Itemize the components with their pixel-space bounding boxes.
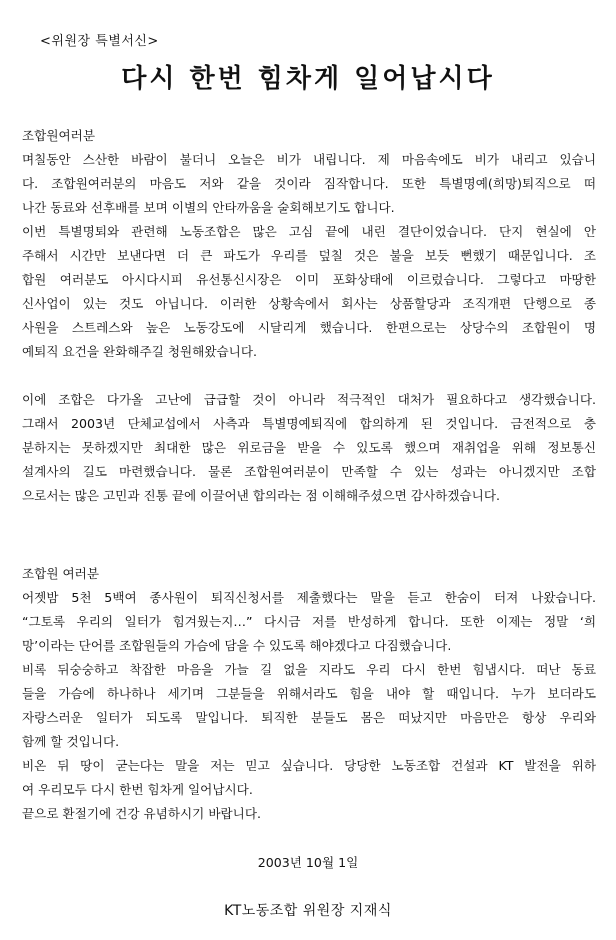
paragraph-line: 다. 조합원여러분의 마음도 저와 같을 것이라 짐작합니다. 또한 특별명예(희망)퇴직으로 떠 bbox=[22, 176, 596, 191]
section-closing bbox=[22, 562, 596, 826]
paragraph-line: 그래서 2003년 단체교섭에서 사측과 특별명예퇴직에 합의하게 된 것입니다. 금전적으로 충 bbox=[22, 416, 596, 431]
paragraph-line: 설계사의 길도 마련했습니다. 물론 조합원여러분이 만족할 수 있는 성과는 아니겠지만 조합 bbox=[22, 464, 596, 479]
paragraph-line: 주해서 시간만 보낸다면 더 큰 파도가 우리를 덮칠 것은 불을 보듯 뻔했기 때문입니다. 조 bbox=[22, 248, 596, 263]
section-heading: 조합원 여러분 bbox=[22, 566, 99, 581]
paragraph-line: 으로서는 많은 고민과 진통 끝에 이끌어낸 합의라는 점 이해해주셨으면 감사하겠습니다. bbox=[22, 488, 500, 503]
paragraph-line: 신사업이 있는 것도 아닙니다. 이러한 상황속에서 회사는 상품할당과 조직개편 단행으로 종 bbox=[22, 296, 596, 311]
section-decision bbox=[22, 220, 596, 364]
paragraph-line: 이에 조합은 다가올 고난에 급급할 것이 아니라 적극적인 대처가 필요하다고 생각했습니다. bbox=[22, 392, 596, 407]
paragraph-line: 함께 할 것입니다. bbox=[22, 734, 120, 749]
section-greeting bbox=[22, 124, 596, 220]
paragraph-line: 끝으로 환절기에 건강 유념하시기 바랍니다. bbox=[22, 806, 261, 821]
paragraph-line: 사원을 스트레스와 높은 노동강도에 시달리게 했습니다. 한편으로는 상당수의 조합원이 명 bbox=[22, 320, 596, 335]
paragraph-line: 분하지는 못하겠지만 최대한 많은 위로금을 받을 수 있도록 했으며 재취업을 위해 정보통신 bbox=[22, 440, 596, 455]
paragraph-line: 며칠동안 스산한 바람이 불더니 오늘은 비가 내립니다. 제 마음속에도 비가 내리고 있습니 bbox=[22, 152, 596, 167]
signature: KT노동조합 위원장 지재식 bbox=[224, 903, 392, 919]
header-tag: <위원장 특별서신> bbox=[40, 34, 159, 49]
paragraph-line: 합원 여러분도 아시다시피 유선통신시장은 이미 포화상태에 이르렀습니다. 그렇다고 마땅한 bbox=[22, 272, 596, 287]
paragraph-line: 비록 뒤숭숭하고 착잡한 마음을 가늘 길 없을 지라도 우리 다시 한번 힘냅시다. 떠난 동료 bbox=[22, 662, 596, 677]
page-title: 다시 한번 힘차게 일어납시다 bbox=[121, 64, 495, 94]
paragraph-line: 들을 가슴에 하나하나 세기며 그분들을 위해서라도 힘을 내야 할 때입니다. 누가 보더라도 bbox=[22, 686, 596, 701]
section-agreement bbox=[22, 388, 596, 508]
paragraph-line: 여 우리모두 다시 한번 힘차게 일어납시다. bbox=[22, 782, 253, 797]
paragraph-line: 비온 뒤 땅이 굳는다는 말을 저는 믿고 싶습니다. 당당한 노동조합 건설과 KT 발전을 위하 bbox=[22, 758, 596, 773]
paragraph-line: 이번 특별명퇴와 관련해 노동조합은 많은 고심 끝에 내린 결단이었습니다. 단지 현실에 안 bbox=[22, 224, 596, 239]
paragraph-line: 나간 동료와 선후배를 보며 이별의 안타까움을 술회해보기도 합니다. bbox=[22, 200, 395, 215]
paragraph-line: 자랑스러운 일터가 되도록 말입니다. 퇴직한 분들도 몸은 떠났지만 마음만은 항상 우리와 bbox=[22, 710, 596, 725]
paragraph-line: 망’이라는 단어를 조합원들의 가슴에 담을 수 있도록 해야겠다고 다짐했습니다. bbox=[22, 638, 452, 653]
letter-date: 2003년 10월 1일 bbox=[257, 855, 359, 870]
section-heading: 조합원여러분 bbox=[22, 128, 95, 143]
paragraph-line: 예퇴직 요건을 완화해주길 청원해왔습니다. bbox=[22, 344, 257, 359]
paragraph-line: 어젯밤 5천 5백여 종사원이 퇴직신청서를 제출했다는 말을 듣고 한숨이 터져 나왔습니다. bbox=[22, 590, 596, 605]
paragraph-line: “그토록 우리의 일터가 힘겨웠는지…” 다시금 저를 반성하게 합니다. 또한 이제는 정말 ‘희 bbox=[22, 614, 596, 629]
